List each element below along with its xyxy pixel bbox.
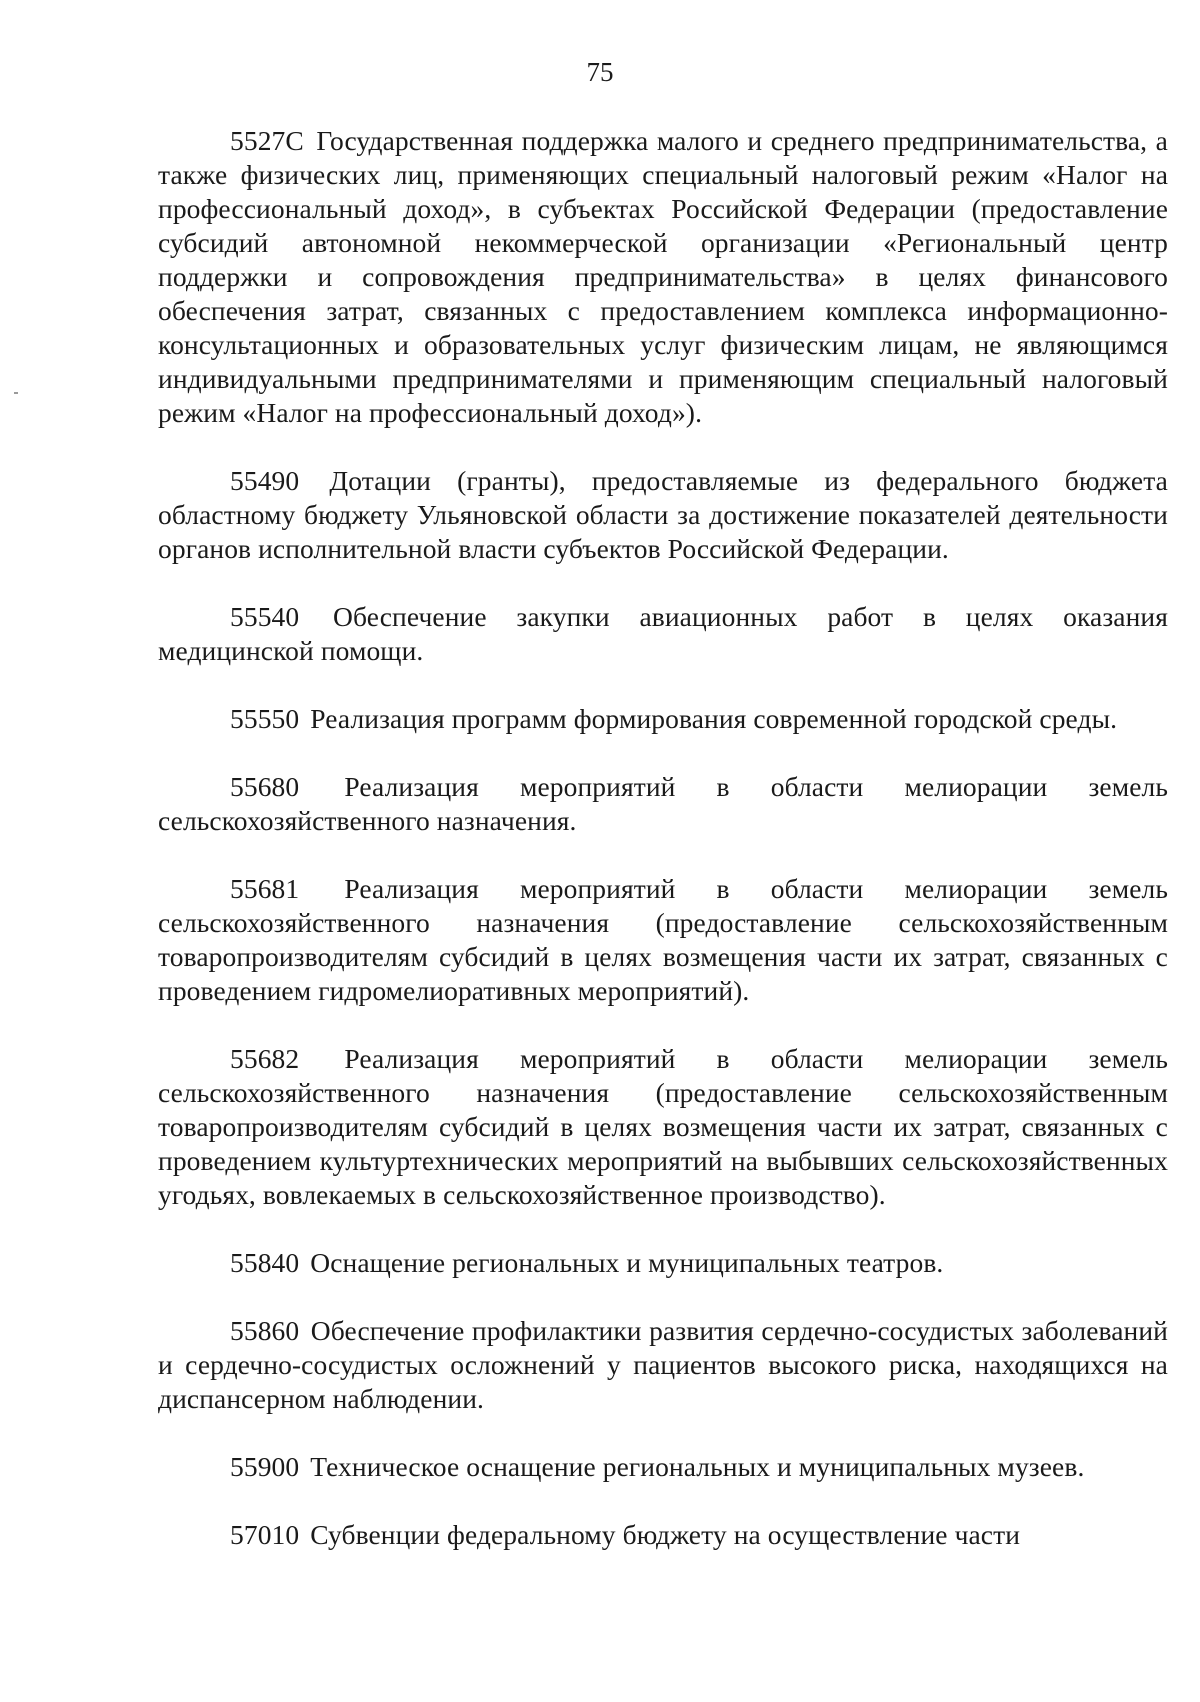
entry-5527c xyxy=(158,124,1168,430)
entry-text: Обеспечение закупки авиационных работ в целях оказания медицинской помощи. xyxy=(158,601,1168,666)
entry-55490 xyxy=(158,464,1168,566)
entry-text: Обеспечение профилактики развития сердечно-сосудистых заболеваний и сердечно-сосудистых осложнений у пациентов высокого риска, находящихся на диспансерном наблюдении. xyxy=(158,1315,1168,1414)
entry-code: 55681 xyxy=(230,873,300,904)
entry-55550 xyxy=(158,702,1168,736)
entry-55860 xyxy=(158,1314,1168,1416)
entry-55900 xyxy=(158,1450,1168,1484)
entry-code: 55680 xyxy=(230,771,300,802)
entry-text: Субвенции федеральному бюджету на осуществление части xyxy=(310,1519,1021,1550)
entry-55540 xyxy=(158,600,1168,668)
entry-code: 5527C xyxy=(230,125,304,156)
entry-code: 55550 xyxy=(230,703,300,734)
entry-57010 xyxy=(158,1518,1168,1552)
entry-55681 xyxy=(158,872,1168,1008)
entry-55680 xyxy=(158,770,1168,838)
entry-55840 xyxy=(158,1246,1168,1280)
entries-list xyxy=(158,124,1168,1586)
margin-mark xyxy=(14,392,18,394)
entry-text: Дотации (гранты), предоставляемые из федерального бюджета областному бюджету Ульяновской области за достижение показателей деятельности органов исполнительной власти субъектов Российской Федерации. xyxy=(158,465,1168,564)
entry-code: 55860 xyxy=(230,1315,300,1346)
entry-code: 55490 xyxy=(230,465,300,496)
entry-code: 55900 xyxy=(230,1451,300,1482)
entry-text: Государственная поддержка малого и среднего предпринимательства, а также физических лиц, применяющих специальный налоговый режим «Налог на профессиональный доход», в субъектах Российской Федерации (предоставление субсидий автономной некоммерческой организации «Региональный центр поддержки и сопровождения предпринимательства» в целях финансового обеспечения затрат, связанных с предоставлением комплекса информационно-консультационных и образовательных услуг физическим лицам, не являющимся индивидуальными предпринимателями и применяющим специальный налоговый режим «Налог на профессиональный доход»). xyxy=(158,125,1168,428)
entry-code: 55682 xyxy=(230,1043,300,1074)
page-number: 75 xyxy=(586,57,614,87)
entry-55682 xyxy=(158,1042,1168,1212)
entry-code: 57010 xyxy=(230,1519,300,1550)
entry-code: 55840 xyxy=(230,1247,300,1278)
entry-text: Реализация мероприятий в области мелиорации земель сельскохозяйственного назначения. xyxy=(158,771,1168,836)
entry-text: Техническое оснащение региональных и муниципальных музеев. xyxy=(310,1451,1085,1482)
entry-text: Оснащение региональных и муниципальных театров. xyxy=(310,1247,944,1278)
entry-text: Реализация мероприятий в области мелиорации земель сельскохозяйственного назначения (предоставление сельскохозяйственным товаропроизводителям субсидий в целях возмещения части их затрат, связанных с проведением культуртехнических мероприятий на выбывших сельскохозяйственных угодьях, вовлекаемых в сельскохозяйственное производство). xyxy=(158,1043,1168,1210)
entry-code: 55540 xyxy=(230,601,300,632)
entry-text: Реализация программ формирования современной городской среды. xyxy=(310,703,1118,734)
entry-text: Реализация мероприятий в области мелиорации земель сельскохозяйственного назначения (предоставление сельскохозяйственным товаропроизводителям субсидий в целях возмещения части их затрат, связанных с проведением гидромелиоративных мероприятий). xyxy=(158,873,1168,1006)
